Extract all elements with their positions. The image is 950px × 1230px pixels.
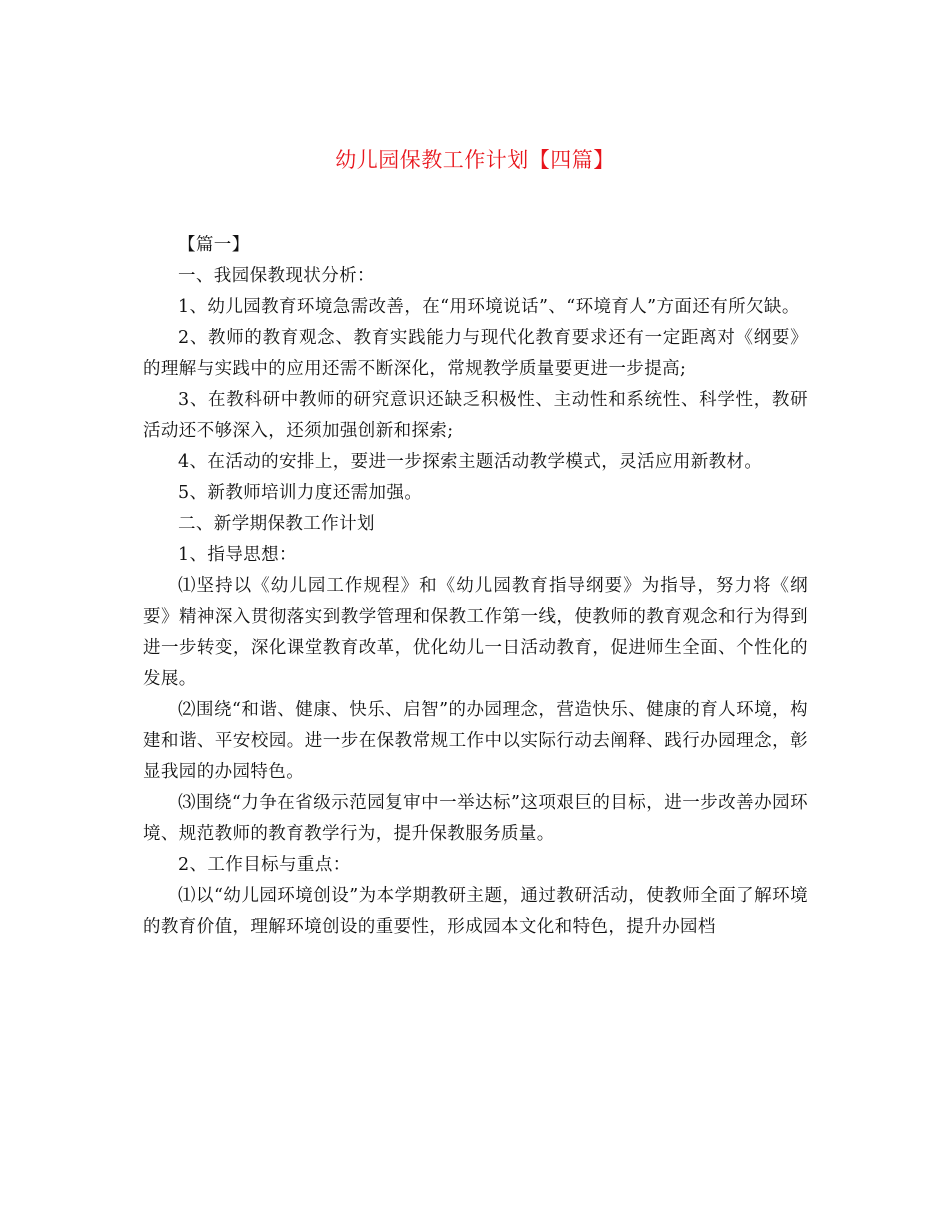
paragraph: 2、教师的教育观念、教育实践能力与现代化教育要求还有一定距离对《纲要》的理解与实践中的应用还需不断深化，常规教学质量要更进一步提高; — [143, 328, 808, 379]
subsection-heading: 二、新学期保教工作计划 — [178, 514, 375, 534]
paragraph: ⑴以“幼儿园环境创设”为本学期教研主题，通过教研活动，使教师全面了解环境的教育价值，理解环境创设的重要性，形成园本文化和特色，提升办园档 — [143, 886, 808, 937]
paragraph: 5、新教师培训力度还需加强。 — [178, 483, 423, 503]
section-heading: 【篇一】 — [178, 235, 250, 255]
paragraph: 1、指导思想： — [178, 545, 297, 565]
paragraph: ⑴坚持以《幼儿园工作规程》和《幼儿园教育指导纲要》为指导，努力将《纲要》精神深入贯彻落实到教学管理和保教工作第一线，使教师的教育观念和行为得到进一步转变，深化课堂教育改革，优化幼儿一日活动教育，促进师生全面、个性化的发展。 — [143, 576, 808, 689]
subsection-heading: 一、我园保教现状分析： — [178, 266, 375, 286]
paragraph: 3、在教科研中教师的研究意识还缺乏积极性、主动性和系统性、科学性，教研活动还不够深入，还须加强创新和探索; — [143, 390, 808, 441]
paragraph: ⑵围绕“和谐、健康、快乐、启智”的办园理念，营造快乐、健康的育人环境，构建和谐、平安校园。进一步在保教常规工作中以实际行动去阐释、践行办园理念，彰显我园的办园特色。 — [143, 700, 808, 782]
paragraph: 4、在活动的安排上，要进一步探索主题活动教学模式，灵活应用新教材。 — [178, 452, 763, 472]
document-title: 幼儿园保教工作计划【四篇】 — [335, 148, 615, 172]
paragraph: 1、幼儿园教育环境急需改善，在“用环境说话”、“环境育人”方面还有所欠缺。 — [178, 297, 800, 317]
paragraph: 2、工作目标与重点： — [178, 855, 351, 875]
document-body — [143, 230, 808, 943]
paragraph: ⑶围绕“力争在省级示范园复审中一举达标”这项艰巨的目标，进一步改善办园环境、规范教师的教育教学行为，提升保教服务质量。 — [143, 793, 808, 844]
